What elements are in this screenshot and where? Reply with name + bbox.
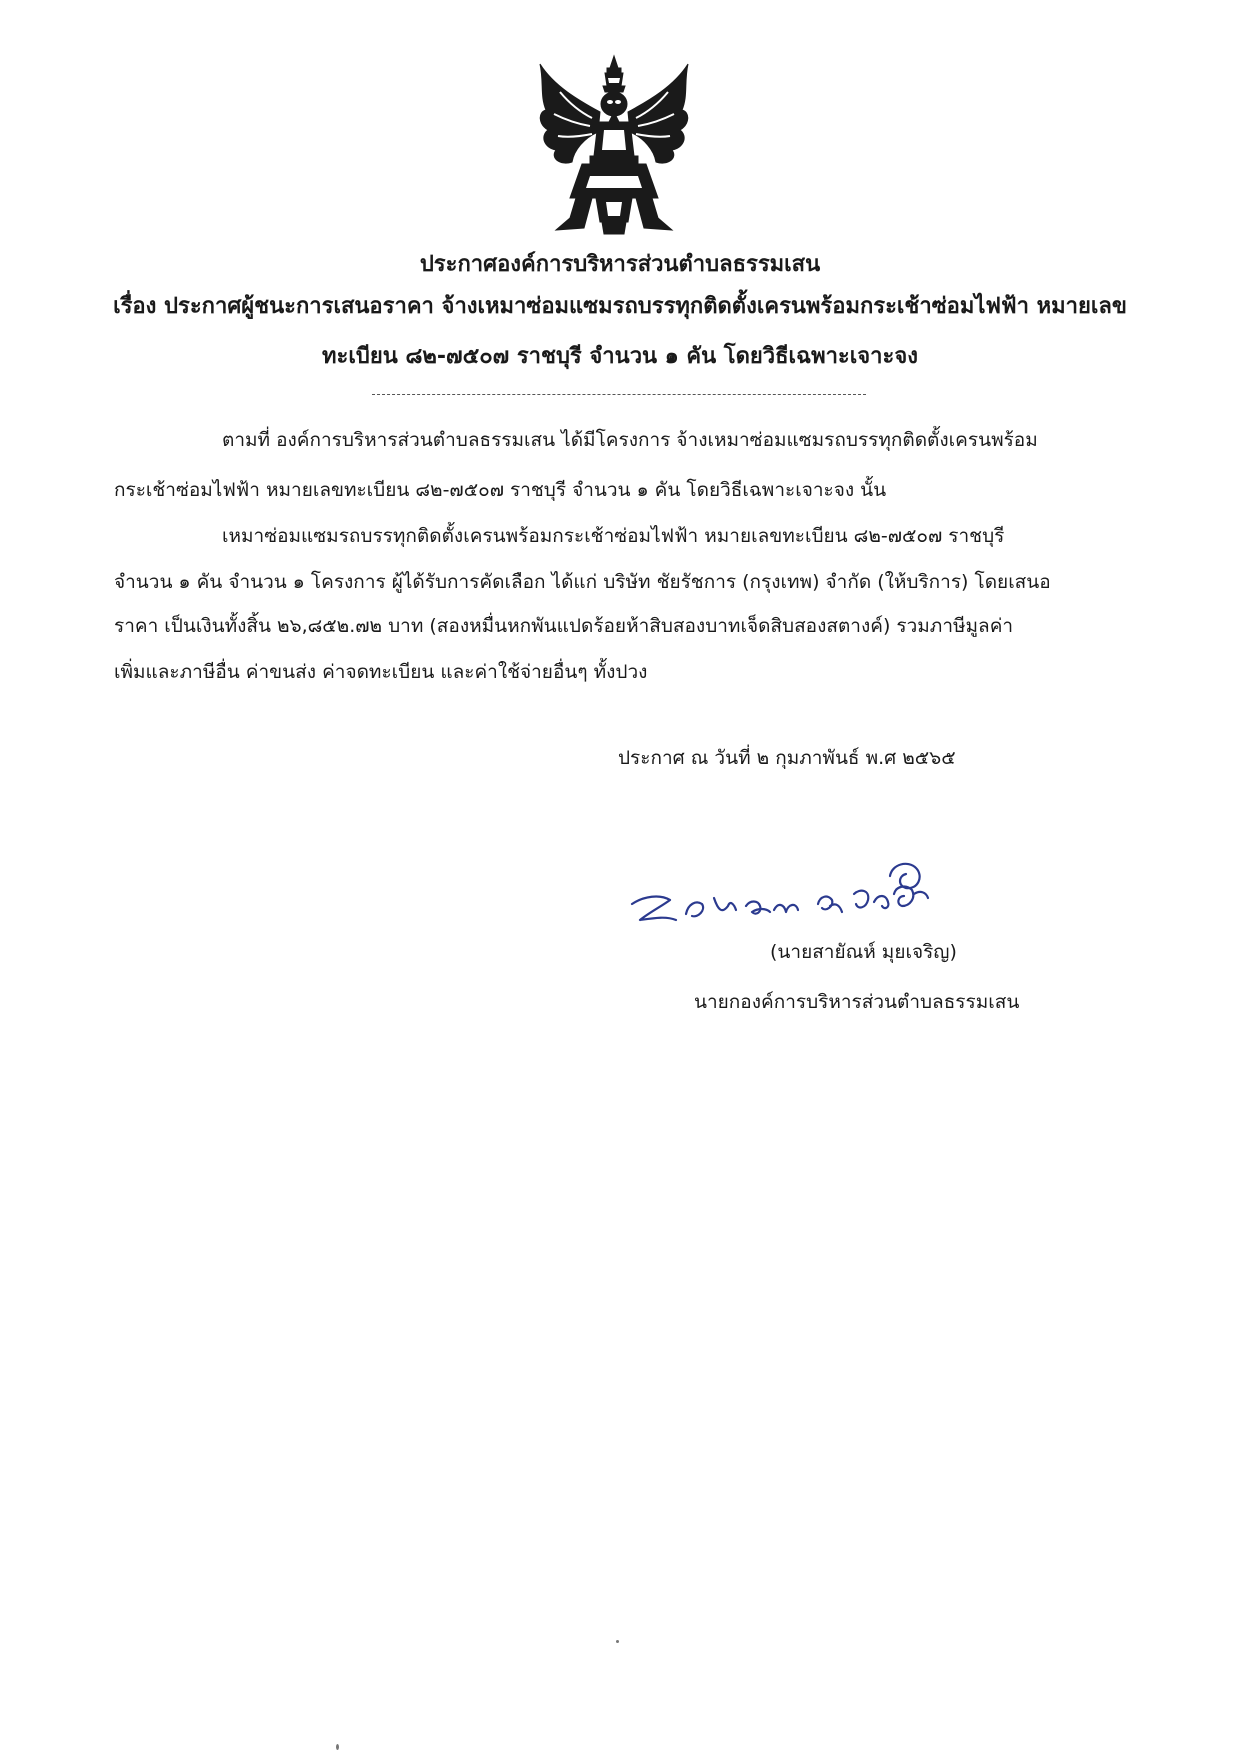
announcement-date: ประกาศ ณ วันที่ ๒ กุมภาพันธ์ พ.ศ ๒๕๖๕ [618,747,956,769]
scan-speck [616,1640,619,1643]
body-paragraph-1-line-2: กระเช้าซ่อมไฟฟ้า หมายเลขทะเบียน ๘๒-๗๕๐๗ ราชบุรี จำนวน ๑ คัน โดยวิธีเฉพาะเจาะจง นั้น [114,479,887,501]
body-paragraph-2-line-3: ราคา เป็นเงินทั้งสิ้น ๒๖,๘๕๒.๗๒ บาท (สองหมื่นหกพันแปดร้อยห้าสิบสองบาทเจ็ดสิบสองสตางค์) รวมภาษีมูลค่า [114,615,1014,637]
scan-speck [336,1744,339,1750]
body-paragraph-2-line-1: เหมาซ่อมแซมรถบรรทุกติดตั้งเครนพร้อมกระเช้าซ่อมไฟฟ้า หมายเลขทะเบียน ๘๒-๗๕๐๗ ราชบุรี [222,525,1005,547]
body-paragraph-2-line-4: เพิ่มและภาษีอื่น ค่าขนส่ง ค่าจดทะเบียน และค่าใช้จ่ายอื่นๆ ทั้งปวง [114,661,648,683]
body-paragraph-2-line-2: จำนวน ๑ คัน จำนวน ๑ โครงการ ผู้ได้รับการคัดเลือก ได้แก่ บริษัท ชัยรัชการ (กรุงเทพ) จำกัด (ให้บริการ) โดยเสนอ [114,571,1051,593]
signer-name: (นายสายัณห์ มุยเจริญ) [770,941,957,963]
announcement-heading: ประกาศองค์การบริหารส่วนตำบลธรรมเสน [419,252,821,277]
handwritten-signature [626,846,946,942]
dashed-divider [372,394,866,395]
garuda-emblem-icon [530,52,698,238]
announcement-subject: เรื่อง ประกาศผู้ชนะการเสนอราคา จ้างเหมาซ่อมแซมรถบรรทุกติดตั้งเครนพร้อมกระเช้าซ่อมไฟฟ้า หมายเลข [113,294,1127,319]
signer-title: นายกองค์การบริหารส่วนตำบลธรรมเสน [694,991,1020,1013]
announcement-subject-continued: ทะเบียน ๘๒-๗๕๐๗ ราชบุรี จำนวน ๑ คัน โดยวิธีเฉพาะเจาะจง [322,344,918,369]
body-paragraph-1-line-1: ตามที่ องค์การบริหารส่วนตำบลธรรมเสน ได้มีโครงการ จ้างเหมาซ่อมแซมรถบรรทุกติดตั้งเครนพร้อม [222,429,1038,451]
